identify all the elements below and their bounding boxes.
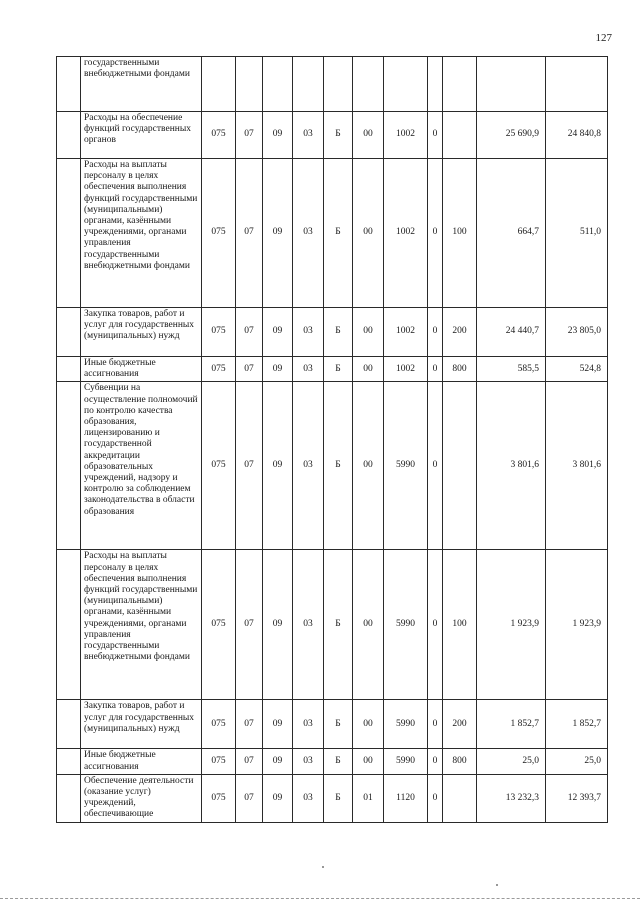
cell-name: Закупка товаров, работ и услуг для государственных (муниципальных) нужд (81, 700, 202, 749)
cell-ved: 075 (202, 159, 236, 308)
cell-p3: 00 (353, 112, 384, 159)
cell-ved: 075 (202, 774, 236, 822)
cell-name: Иные бюджетные ассигнования (81, 749, 202, 774)
cell-sum1: 25 690,9 (477, 112, 546, 159)
row-index-cell (57, 774, 81, 822)
cell-p2 (324, 57, 353, 112)
cell-p1: 03 (293, 774, 324, 822)
cell-sum2: 1 923,9 (546, 550, 608, 700)
cell-p2: Б (324, 700, 353, 749)
cell-p3: 00 (353, 357, 384, 382)
table-row (57, 774, 608, 822)
table-row (57, 112, 608, 159)
cell-p5: 0 (428, 700, 443, 749)
table-row (57, 357, 608, 382)
cell-p5 (428, 57, 443, 112)
cell-p1: 03 (293, 112, 324, 159)
cell-p4: 5990 (384, 382, 428, 550)
row-index-cell (57, 308, 81, 357)
cell-p5: 0 (428, 550, 443, 700)
cell-p1: 03 (293, 308, 324, 357)
cell-ved: 075 (202, 550, 236, 700)
cell-sum1: 13 232,3 (477, 774, 546, 822)
cell-p5: 0 (428, 774, 443, 822)
cell-sum1: 24 440,7 (477, 308, 546, 357)
cell-prz: 09 (263, 382, 293, 550)
page-number: 127 (595, 32, 612, 44)
cell-prz: 09 (263, 550, 293, 700)
cell-name: Субвенции на осуществление полномочий по контролю качества образования, лицензированию и государственной аккредитации образовательных учреждений, надзору и контролю за соблюдением законодательства в области образования (81, 382, 202, 550)
row-index-cell (57, 550, 81, 700)
cell-p3: 00 (353, 159, 384, 308)
cell-p3: 00 (353, 382, 384, 550)
cell-p2: Б (324, 159, 353, 308)
cell-sum1: 585,5 (477, 357, 546, 382)
cell-name: государственными внебюджетными фондами (81, 57, 202, 112)
cell-rzd: 07 (236, 382, 263, 550)
cell-ved: 075 (202, 749, 236, 774)
cell-ved: 075 (202, 308, 236, 357)
cell-vr: 100 (443, 550, 477, 700)
cell-sum2: 1 852,7 (546, 700, 608, 749)
cell-sum2 (546, 57, 608, 112)
cell-sum2: 12 393,7 (546, 774, 608, 822)
cell-name: Расходы на обеспечение функций государственных органов (81, 112, 202, 159)
cell-p4: 5990 (384, 550, 428, 700)
table-row (57, 550, 608, 700)
cell-p3: 01 (353, 774, 384, 822)
cell-p1 (293, 57, 324, 112)
cell-prz: 09 (263, 112, 293, 159)
cell-sum1 (477, 57, 546, 112)
cell-p5: 0 (428, 357, 443, 382)
cell-p2: Б (324, 774, 353, 822)
cell-p4: 1120 (384, 774, 428, 822)
cell-p2: Б (324, 308, 353, 357)
cell-p4: 1002 (384, 357, 428, 382)
cell-prz (263, 57, 293, 112)
cell-rzd: 07 (236, 700, 263, 749)
cell-p3: 00 (353, 700, 384, 749)
cell-prz: 09 (263, 159, 293, 308)
cell-sum2: 511,0 (546, 159, 608, 308)
cell-p1: 03 (293, 382, 324, 550)
cell-p5: 0 (428, 749, 443, 774)
table-row (57, 57, 608, 112)
cell-name: Иные бюджетные ассигнования (81, 357, 202, 382)
cell-p4: 5990 (384, 700, 428, 749)
cell-sum1: 1 923,9 (477, 550, 546, 700)
cell-vr (443, 382, 477, 550)
cell-p4: 1002 (384, 112, 428, 159)
cell-sum1: 25,0 (477, 749, 546, 774)
cell-p5: 0 (428, 308, 443, 357)
table-row (57, 382, 608, 550)
cell-vr: 100 (443, 159, 477, 308)
cell-prz: 09 (263, 357, 293, 382)
cell-vr: 800 (443, 749, 477, 774)
row-index-cell (57, 357, 81, 382)
scan-speck (322, 866, 324, 868)
cell-name: Обеспечение деятельности (оказание услуг) учреждений, обеспечивающие (81, 774, 202, 822)
cell-p3 (353, 57, 384, 112)
row-index-cell (57, 57, 81, 112)
cell-p2: Б (324, 550, 353, 700)
cell-p1: 03 (293, 749, 324, 774)
cell-vr (443, 57, 477, 112)
cell-name: Расходы на выплаты персоналу в целях обеспечения выполнения функций государственными (муниципальными) органами, казёнными учреждениями, органами управления государственными внебюджетными фондами (81, 550, 202, 700)
cell-rzd (236, 57, 263, 112)
cell-sum2: 24 840,8 (546, 112, 608, 159)
cell-p1: 03 (293, 700, 324, 749)
cell-prz: 09 (263, 700, 293, 749)
cell-sum2: 23 805,0 (546, 308, 608, 357)
row-index-cell (57, 700, 81, 749)
cell-prz: 09 (263, 774, 293, 822)
cell-rzd: 07 (236, 749, 263, 774)
cell-p4: 1002 (384, 308, 428, 357)
page-bottom-edge (0, 898, 640, 900)
cell-p2: Б (324, 749, 353, 774)
cell-p1: 03 (293, 550, 324, 700)
row-index-cell (57, 159, 81, 308)
cell-p4 (384, 57, 428, 112)
table-row (57, 700, 608, 749)
cell-p4: 5990 (384, 749, 428, 774)
cell-ved: 075 (202, 112, 236, 159)
cell-vr: 800 (443, 357, 477, 382)
cell-p5: 0 (428, 159, 443, 308)
cell-rzd: 07 (236, 159, 263, 308)
scan-speck (496, 884, 498, 886)
cell-ved: 075 (202, 382, 236, 550)
cell-sum1: 664,7 (477, 159, 546, 308)
cell-p1: 03 (293, 357, 324, 382)
table-row (57, 749, 608, 774)
cell-vr (443, 112, 477, 159)
cell-ved (202, 57, 236, 112)
row-index-cell (57, 382, 81, 550)
cell-rzd: 07 (236, 308, 263, 357)
cell-vr (443, 774, 477, 822)
cell-ved: 075 (202, 700, 236, 749)
cell-sum2: 3 801,6 (546, 382, 608, 550)
cell-sum2: 524,8 (546, 357, 608, 382)
row-index-cell (57, 112, 81, 159)
cell-rzd: 07 (236, 112, 263, 159)
cell-sum1: 1 852,7 (477, 700, 546, 749)
cell-vr: 200 (443, 308, 477, 357)
cell-rzd: 07 (236, 550, 263, 700)
cell-p2: Б (324, 357, 353, 382)
cell-p3: 00 (353, 550, 384, 700)
cell-vr: 200 (443, 700, 477, 749)
cell-rzd: 07 (236, 357, 263, 382)
cell-sum2: 25,0 (546, 749, 608, 774)
cell-p3: 00 (353, 308, 384, 357)
cell-p5: 0 (428, 112, 443, 159)
cell-p1: 03 (293, 159, 324, 308)
cell-p2: Б (324, 382, 353, 550)
table-row (57, 308, 608, 357)
cell-prz: 09 (263, 308, 293, 357)
cell-rzd: 07 (236, 774, 263, 822)
cell-sum1: 3 801,6 (477, 382, 546, 550)
cell-name: Расходы на выплаты персоналу в целях обеспечения выполнения функций государственными (муниципальными) органами, казёнными учреждениями, органами управления государственными внебюджетными фондами (81, 159, 202, 308)
cell-name: Закупка товаров, работ и услуг для государственных (муниципальных) нужд (81, 308, 202, 357)
row-index-cell (57, 749, 81, 774)
cell-prz: 09 (263, 749, 293, 774)
cell-p2: Б (324, 112, 353, 159)
table-row (57, 159, 608, 308)
budget-table (56, 56, 608, 823)
cell-p3: 00 (353, 749, 384, 774)
cell-p5: 0 (428, 382, 443, 550)
cell-ved: 075 (202, 357, 236, 382)
cell-p4: 1002 (384, 159, 428, 308)
